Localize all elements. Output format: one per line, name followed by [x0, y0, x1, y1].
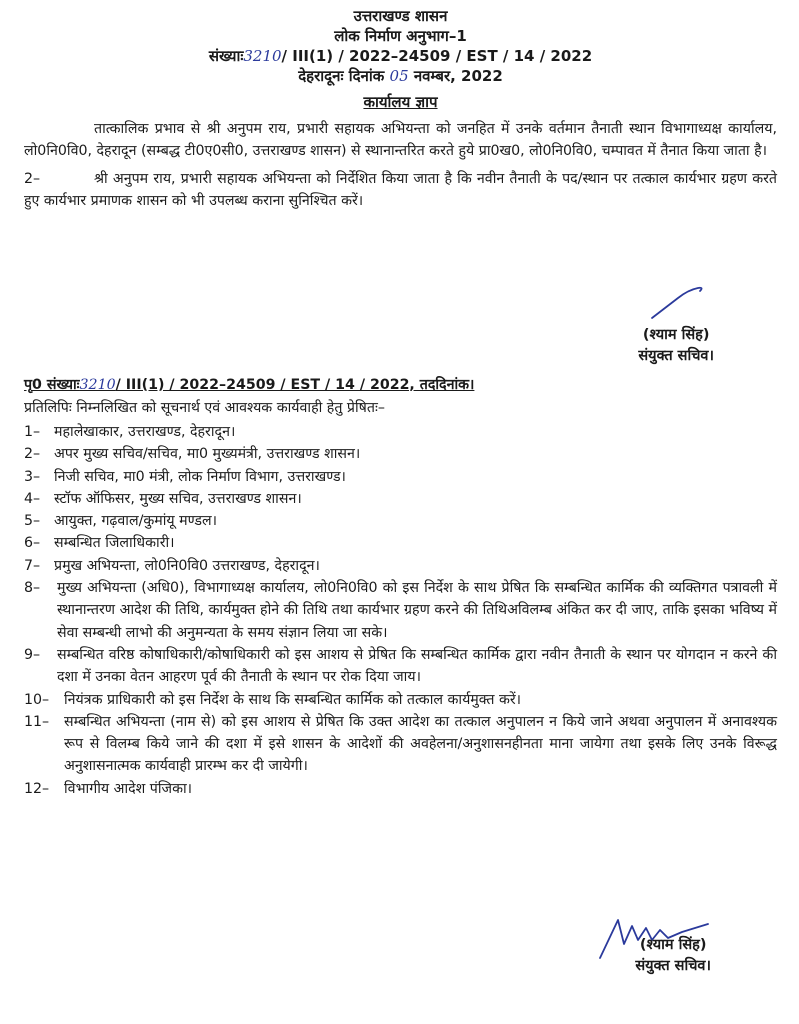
copy-list-number: 7– [24, 557, 41, 574]
copy-list-text: विभागीय आदेश पंजिका। [64, 780, 193, 797]
copy-list-number: 2– [24, 446, 41, 463]
signatory-designation: संयुक्त सचिव। [635, 958, 711, 974]
copy-list-text: आयुक्त, गढ़वाल/कुमांयू मण्डल। [54, 513, 217, 530]
signature-block-2 [635, 935, 711, 977]
copy-list-number: 5– [24, 513, 41, 530]
copy-list-item [24, 689, 777, 711]
copy-list-number: 3– [24, 468, 41, 485]
memo-title [24, 92, 777, 112]
copy-list-item [24, 644, 777, 689]
paragraph-1: तात्कालिक प्रभाव से श्री अनुपम राय, प्रभारी सहायक अभियन्ता को जनहित में उनके वर्तमान तैनाती स्थान विभागाध्यक्ष कार्यालय, लो0नि0वि0, देहरादून (सम्बद्ध टी0ए0सी0, उत्तराखण्ड शासन) से स्थानान्तरित करते हुये प्रा0ख0, लो0नि0वि0, चम्पावत में तैनात किया जाता है। [24, 121, 777, 159]
copy-list-number: 1– [24, 424, 41, 440]
copy-list-number: 4– [24, 490, 41, 507]
reference-label: पृ0 संख्याः [24, 377, 80, 393]
copy-list-text: स्टॉफ ऑफिसर, मुख्य सचिव, उत्तराखण्ड शासन। [54, 490, 302, 507]
handwritten-date: 05 [389, 67, 409, 85]
paragraph-2-number: 2– [24, 171, 41, 187]
copy-list-text: अपर मुख्य सचिव/सचिव, मा0 मुख्यमंत्री, उत्तराखण्ड शासन। [54, 446, 361, 463]
copy-list-text: महालेखाकार, उत्तराखण्ड, देहरादून। [54, 424, 236, 440]
signatory-designation: संयुक्त सचिव। [638, 348, 714, 364]
copy-list-number: 12– [24, 780, 50, 797]
reference-number [24, 375, 474, 394]
copy-list-number: 6– [24, 535, 41, 552]
copy-list-item [24, 466, 777, 488]
government-name: उत्तराखण्ड शासन [353, 7, 448, 25]
date-label: देहरादूनः दिनांक [298, 67, 385, 85]
copy-list-number: 10– [24, 691, 50, 708]
number-label: संख्याः [208, 47, 244, 65]
copy-list-text: सम्बन्धित वरिष्ठ कोषाधिकारी/कोषाधिकारी को इस आशय से प्रेषित कि सम्बन्धित कार्मिक द्वारा नवीन तैनाती के स्थान पर योगदान न करने की दशा में उनका वेतन आहरण पूर्व की तैनाती के स्थान पर रोक दिया जाय। [57, 646, 777, 686]
copy-list-item [24, 510, 777, 532]
copy-list-item [24, 778, 777, 800]
copy-list-text: सम्बन्धित जिलाधिकारी। [54, 535, 175, 552]
letter-number [24, 46, 777, 66]
copy-list-text: निजी सचिव, मा0 मंत्री, लोक निर्माण विभाग, उत्तराखण्ड। [54, 468, 346, 485]
handwritten-number: 3210 [243, 47, 282, 65]
copy-list-text: नियंत्रक प्राधिकारी को इस निर्देश के साथ कि सम्बन्धित कार्मिक को तत्काल कार्यमुक्त करें। [64, 691, 522, 708]
copy-list-number: 11– [24, 713, 50, 730]
signatory-name: (श्याम सिंह) [639, 937, 707, 953]
copy-list-text: मुख्य अभियन्ता (अधि0), विभागाध्यक्ष कार्यालय, लो0नि0वि0 को इस निर्देश के साथ प्रेषित कि सम्बन्धित कार्मिक की व्यक्तिगत पत्रावली में स्थानान्तरण आदेश की तिथि, कार्यमुक्त होने की तिथि तथा कार्यभार ग्रहण करने की तिथिअविलम्ब अंकित कर दी जाए, ताकि इसका भविष्य में सेवा सम्बन्धी लाभो की अनुमन्यता के समय संज्ञान लिया जा सके। [57, 580, 777, 641]
signature-scribble-1 [648, 282, 708, 322]
section-name: लोक निर्माण अनुभाग–1 [334, 27, 467, 45]
paragraph-2 [24, 168, 777, 212]
reference-handwritten-number: 3210 [79, 377, 116, 393]
signatory-name: (श्याम सिंह) [642, 327, 710, 343]
copy-list-item [24, 532, 777, 554]
paragraph-2-text: श्री अनुपम राय, प्रभारी सहायक अभियन्ता को निर्देशित किया जाता है कि नवीन तैनाती के पद/स्थान पर तत्काल कार्यभार ग्रहण करते हुए कार्यभार प्रमाणक शासन को भी उपलब्ध कराना सुनिश्चित करें। [24, 171, 777, 209]
copy-heading: प्रतिलिपिः निम्नलिखित को सूचनार्थ एवं आवश्यक कार्यवाही हेतु प्रेषितः– [24, 400, 385, 416]
signature-block-1 [638, 325, 714, 367]
copy-list [24, 421, 777, 800]
copy-list-text: प्रमुख अभियन्ता, लो0नि0वि0 उत्तराखण्ड, देहरादून। [54, 557, 320, 574]
copy-list-item [24, 421, 777, 443]
copy-list-number: 9– [24, 646, 41, 663]
number-rest: / III(1) / 2022–24509 / EST / 14 / 2022 [281, 47, 593, 65]
copy-list-text: सम्बन्धित अभियन्ता (नाम से) को इस आशय से प्रेषित कि उक्त आदेश का तत्काल अनुपालन न किये जाने अथवा अनुपालन में अनावश्यक रूप से विलम्ब किये जाने की दशा में इसे शासन के आदेशों की अवहेलना/अनुशासनहीनता माना जायेगा तथा इसके लिए उनके विरूद्ध अनुशासनात्मक कार्यवाही प्रारम्भ कर दी जायेगी। [64, 713, 777, 775]
copy-list-item [24, 577, 777, 644]
letter-header [24, 0, 777, 86]
letter-date [24, 66, 777, 86]
copy-list-number: 8– [24, 580, 41, 597]
reference-rest: / III(1) / 2022–24509 / EST / 14 / 2022, तददिनांक। [115, 377, 475, 393]
copy-list-item [24, 443, 777, 465]
copy-list-item [24, 555, 777, 577]
copy-list-item [24, 711, 777, 778]
date-rest: नवम्बर, 2022 [413, 67, 503, 85]
copy-list-item [24, 488, 777, 510]
memo-title-text: कार्यालय ज्ञाप [363, 93, 438, 111]
